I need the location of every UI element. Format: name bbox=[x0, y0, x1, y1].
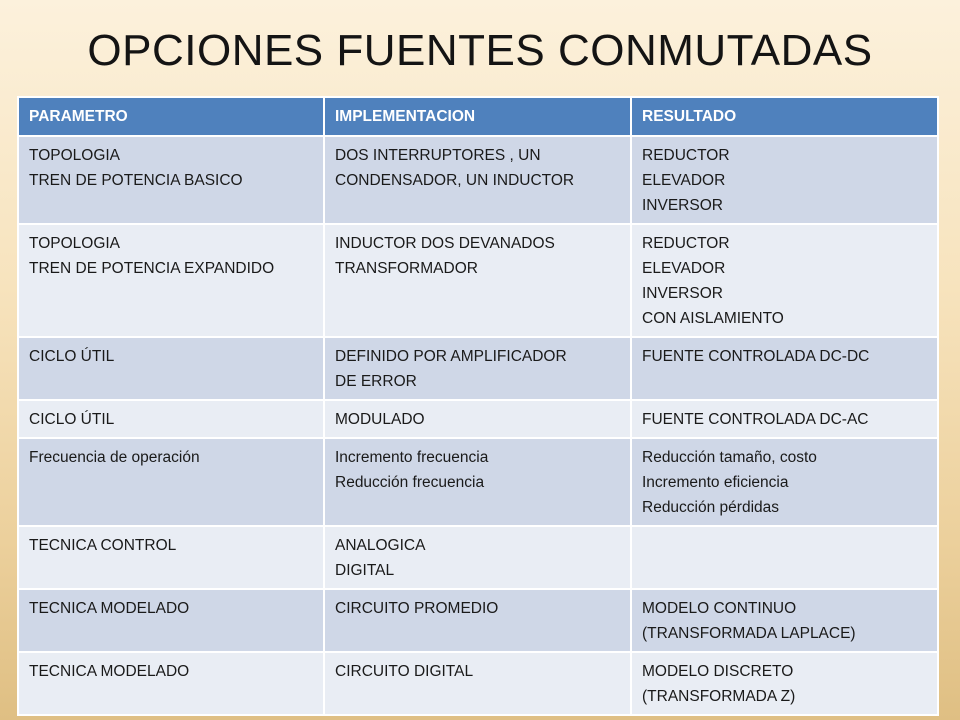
cell-line: (TRANSFORMADA LAPLACE) bbox=[642, 625, 856, 642]
table-row bbox=[18, 589, 938, 652]
cell-line: CIRCUITO DIGITAL bbox=[335, 663, 474, 680]
resultado-cell bbox=[631, 438, 938, 526]
resultado-cell bbox=[631, 224, 938, 337]
table-row bbox=[18, 438, 938, 526]
cell-line: MODELO CONTINUO bbox=[642, 600, 797, 617]
cell-line: Incremento frecuencia bbox=[335, 449, 489, 466]
slide-title: OPCIONES FUENTES CONMUTADAS bbox=[87, 26, 873, 75]
parametro-cell bbox=[18, 337, 324, 400]
table-row bbox=[18, 400, 938, 438]
table-header-row bbox=[18, 97, 938, 136]
header-parametro: PARAMETRO bbox=[18, 97, 324, 136]
parametro-cell bbox=[18, 589, 324, 652]
cell-line: CICLO ÚTIL bbox=[29, 348, 115, 365]
cell-line: TOPOLOGIA bbox=[29, 235, 121, 252]
cell-line: MODULADO bbox=[335, 411, 425, 428]
cell-line: CON AISLAMIENTO bbox=[642, 310, 784, 327]
cell-line: INVERSOR bbox=[642, 197, 723, 214]
parametro-cell bbox=[18, 526, 324, 589]
resultado-cell bbox=[631, 400, 938, 438]
resultado-cell bbox=[631, 526, 938, 589]
cell-line: Reducción pérdidas bbox=[642, 499, 780, 516]
cell-line: TECNICA CONTROL bbox=[29, 537, 177, 554]
parametro-cell bbox=[18, 136, 324, 224]
cell-line: TECNICA MODELADO bbox=[29, 600, 190, 617]
table-row bbox=[18, 224, 938, 337]
resultado-cell bbox=[631, 136, 938, 224]
cell-line: DE ERROR bbox=[335, 373, 417, 390]
implementacion-cell bbox=[324, 337, 631, 400]
cell-line: ANALOGICA bbox=[335, 537, 426, 554]
cell-line: REDUCTOR bbox=[642, 235, 730, 252]
options-table bbox=[17, 96, 939, 716]
implementacion-cell bbox=[324, 438, 631, 526]
implementacion-cell bbox=[324, 526, 631, 589]
cell-line: Reducción frecuencia bbox=[335, 474, 485, 491]
parametro-cell bbox=[18, 652, 324, 715]
cell-line: CONDENSADOR, UN INDUCTOR bbox=[335, 172, 575, 189]
header-implementacion: IMPLEMENTACION bbox=[324, 97, 631, 136]
resultado-cell bbox=[631, 589, 938, 652]
cell-line: ELEVADOR bbox=[642, 172, 726, 189]
cell-line: TREN DE POTENCIA BASICO bbox=[29, 172, 243, 189]
cell-line: DOS INTERRUPTORES , UN bbox=[335, 147, 541, 164]
header-resultado: RESULTADO bbox=[631, 97, 938, 136]
implementacion-cell bbox=[324, 136, 631, 224]
resultado-cell bbox=[631, 337, 938, 400]
resultado-cell bbox=[631, 652, 938, 715]
implementacion-cell bbox=[324, 224, 631, 337]
parametro-cell bbox=[18, 400, 324, 438]
cell-line: TECNICA MODELADO bbox=[29, 663, 190, 680]
cell-line: FUENTE CONTROLADA DC-AC bbox=[642, 411, 869, 428]
cell-line: MODELO DISCRETO bbox=[642, 663, 794, 680]
table-row bbox=[18, 652, 938, 715]
table-row bbox=[18, 337, 938, 400]
cell-line: TRANSFORMADOR bbox=[335, 260, 478, 277]
cell-line: Reducción tamaño, costo bbox=[642, 449, 817, 466]
cell-line: CICLO ÚTIL bbox=[29, 411, 115, 428]
implementacion-cell bbox=[324, 400, 631, 438]
cell-line: FUENTE CONTROLADA DC-DC bbox=[642, 348, 870, 365]
table-row bbox=[18, 136, 938, 224]
cell-line: Incremento eficiencia bbox=[642, 474, 789, 491]
cell-line: INVERSOR bbox=[642, 285, 723, 302]
cell-line: Frecuencia de operación bbox=[29, 449, 200, 466]
cell-line: INDUCTOR DOS DEVANADOS bbox=[335, 235, 555, 252]
cell-line: CIRCUITO PROMEDIO bbox=[335, 600, 499, 617]
implementacion-cell bbox=[324, 589, 631, 652]
table-row bbox=[18, 526, 938, 589]
cell-line: DEFINIDO POR AMPLIFICADOR bbox=[335, 348, 567, 365]
cell-line: DIGITAL bbox=[335, 562, 395, 579]
implementacion-cell bbox=[324, 652, 631, 715]
parametro-cell bbox=[18, 224, 324, 337]
cell-line: ELEVADOR bbox=[642, 260, 726, 277]
cell-line: REDUCTOR bbox=[642, 147, 730, 164]
cell-line: TOPOLOGIA bbox=[29, 147, 121, 164]
cell-line: TREN DE POTENCIA EXPANDIDO bbox=[29, 260, 275, 277]
parametro-cell bbox=[18, 438, 324, 526]
cell-line: (TRANSFORMADA Z) bbox=[642, 688, 796, 705]
